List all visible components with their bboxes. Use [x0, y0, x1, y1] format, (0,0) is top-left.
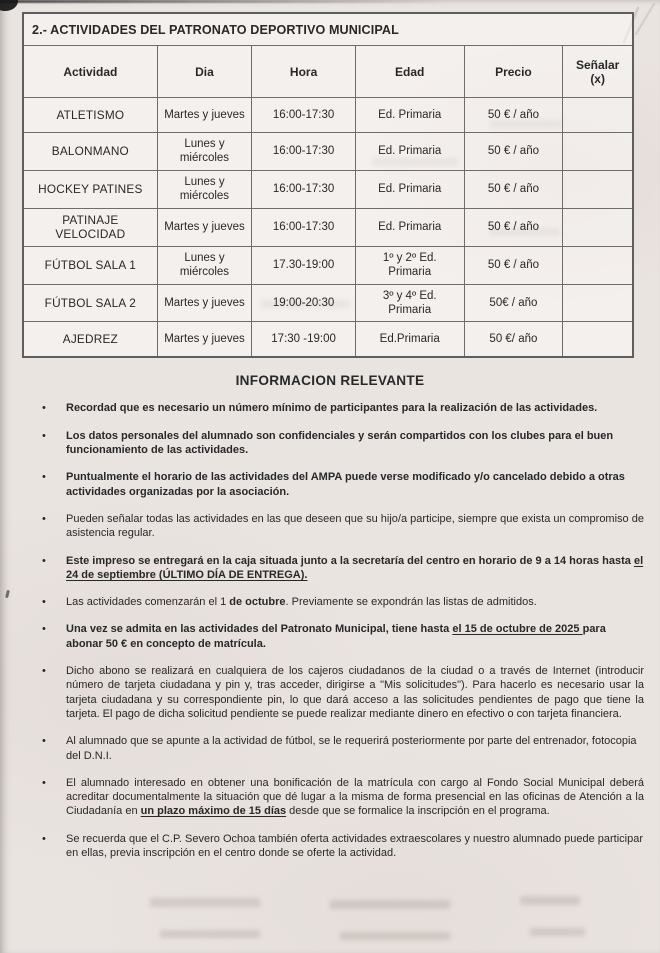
day-cell: Martes y jueves	[157, 322, 252, 358]
column-header-precio: Precio	[464, 46, 563, 98]
time-cell: 16:00-17:30	[252, 98, 356, 133]
age-cell: 1º y 2º Ed. Primaria	[355, 246, 464, 284]
bullet-text-segment: Una vez se admita en las actividades del Patronato Municipal, tiene hasta	[66, 623, 453, 636]
bullet-text-segment: Los datos personales del alumnado son confidenciales y serán compartidos con los clubes para el buen funcionamiento de las actividades.	[66, 429, 614, 457]
table-row	[23, 208, 633, 246]
senalar-cell[interactable]	[563, 322, 633, 358]
time-cell: 16:00-17:30	[252, 133, 356, 171]
info-bullet	[42, 734, 644, 763]
bullet-icon: •	[42, 402, 46, 415]
scan-corner-smudge	[0, 0, 18, 11]
column-header-hora: Hora	[252, 46, 356, 98]
bleed-through-ghost	[160, 930, 260, 938]
age-cell: Ed. Primaria	[355, 133, 464, 171]
price-cell: 50 € / año	[464, 133, 563, 171]
time-cell: 17.30-19:00	[252, 246, 356, 284]
bullet-text-segment: Dicho abono se realizará en cualquiera de los cajeros ciudadanos de la ciudad o a través de Internet (introducir número de tarjeta ciudadana y pin y, tras acceder, dirigirse a "Mis solicitudes"). Para hacerlo es necesario usar la tarjeta ciudadana y su correspondiente pin, lo que dará acceso a las solicitudes pendientes de pago que tiene la tarjeta. El pago de dicha solicitud pendiente se puede realizar mediante dinero en efectivo o con tarjeta financiera.	[66, 665, 644, 720]
info-bullet	[42, 664, 644, 721]
bullet-text-segment: El alumnado interesado en obtener una bonificación de la matrícula con cargo al Fondo Social Municipal deberá acreditar documentalmente la situación que dé lugar a la misma de forma presencial en las oficinas de Atención a la Ciudadanía en	[66, 776, 644, 818]
scan-edge-streak	[0, 0, 445, 3]
table-section-title: 2.- ACTIVIDADES DEL PATRONATO DEPORTIVO MUNICIPAL	[23, 13, 633, 46]
bullet-icon: •	[42, 832, 46, 845]
table-row	[23, 98, 633, 133]
bullet-icon: •	[42, 429, 46, 442]
bullet-text	[66, 429, 644, 458]
time-cell: 17:30 -19:00	[252, 322, 356, 358]
column-header-edad: Edad	[355, 46, 464, 98]
bullet-text-segment: desde que se formalice la inscripción en el programa.	[286, 805, 550, 818]
column-header-dia: Dia	[157, 46, 252, 98]
bullet-text-segment: Se recuerda que el C.P. Severo Ochoa también oferta actividades extraescolares y nuestro alumnado puede participar en ellas, previa inscripción en el centro donde se oferte la actividad.	[66, 832, 644, 859]
info-bullet	[42, 470, 644, 499]
info-bullet	[42, 512, 644, 541]
activity-cell: HOCKEY PATINES	[23, 170, 157, 208]
price-cell: 50 € / año	[464, 246, 563, 284]
info-bullet	[42, 429, 644, 458]
age-cell: 3º y 4º Ed. Primaria	[355, 284, 464, 322]
senalar-cell[interactable]	[563, 208, 633, 246]
bullet-text-segment: de octubre	[229, 596, 286, 609]
bleed-through-ghost	[340, 932, 450, 940]
bleed-through-ghost	[530, 928, 585, 936]
bullet-text-segment: Puntualmente el horario de las actividades del AMPA puede verse modificado y/o cancelado debido a otras actividades organizadas por la asociación.	[66, 471, 625, 498]
age-cell: Ed. Primaria	[355, 98, 464, 133]
bullet-text	[66, 595, 644, 609]
bullet-icon: •	[42, 665, 46, 678]
bullet-text	[66, 470, 644, 499]
bullet-text	[66, 401, 644, 415]
info-bullet	[42, 554, 644, 583]
time-cell: 19:00-20:30	[252, 284, 356, 322]
table-row	[23, 322, 633, 358]
activity-cell: BALONMANO	[23, 133, 157, 171]
day-cell: Lunes y miércoles	[157, 170, 252, 208]
time-cell: 16:00-17:30	[252, 208, 356, 246]
bullet-text	[66, 832, 644, 861]
info-bullet	[42, 776, 644, 819]
day-cell: Martes y jueves	[157, 284, 252, 322]
info-bullet	[42, 622, 644, 651]
bullet-text-segment: Al alumnado que se apunte a la actividad de fútbol, se le requerirá posteriormente por parte del entrenador, fotocopia del D.N.I.	[66, 735, 637, 762]
price-cell: 50 € / año	[464, 98, 563, 133]
info-bullet-list	[42, 401, 644, 860]
price-cell: 50 € / año	[464, 208, 563, 246]
bullet-text-segment: para abonar 50 € en concepto de matrícula.	[66, 623, 606, 650]
activity-cell: PATINAJE VELOCIDAD	[23, 208, 157, 246]
bullet-text	[66, 554, 644, 583]
bullet-text	[66, 734, 644, 763]
senalar-cell[interactable]	[563, 246, 633, 284]
bullet-text	[66, 622, 644, 651]
bullet-icon: •	[42, 471, 46, 484]
table-row	[23, 170, 633, 208]
bullet-text-segment: el 15 de octubre de 2025	[452, 623, 583, 636]
senalar-cell[interactable]	[563, 170, 633, 208]
activity-cell: FÚTBOL SALA 1	[23, 246, 157, 284]
age-cell: Ed. Primaria	[355, 208, 464, 246]
bullet-icon: •	[42, 596, 46, 609]
bullet-text-segment: Las actividades comenzarán el 1	[66, 596, 230, 609]
bullet-text	[66, 776, 644, 819]
bleed-through-ghost	[150, 898, 260, 907]
bleed-through-ghost	[520, 896, 580, 905]
stray-ink-mark	[5, 590, 10, 598]
age-cell: Ed. Primaria	[355, 170, 464, 208]
day-cell: Lunes y miércoles	[157, 246, 252, 284]
bullet-text-segment: un plazo máximo de 15 días	[140, 805, 287, 818]
column-header-se-alar-x: Señalar (x)	[563, 46, 633, 98]
day-cell: Martes y jueves	[157, 98, 252, 133]
age-cell: Ed.Primaria	[355, 322, 464, 358]
table-title-row	[23, 13, 633, 46]
bullet-icon: •	[42, 512, 46, 525]
senalar-cell[interactable]	[563, 284, 633, 322]
senalar-cell[interactable]	[563, 98, 633, 133]
bullet-icon: •	[42, 776, 46, 789]
bullet-text-segment: Este impreso se entregará en la caja situada junto a la secretaría del centro en horario de 9 a 14 horas hasta	[66, 554, 634, 567]
bleed-through-ghost	[330, 900, 450, 909]
table-header-row	[23, 46, 633, 98]
day-cell: Martes y jueves	[157, 208, 252, 246]
activity-cell: FÚTBOL SALA 2	[23, 284, 157, 322]
bullet-text-segment: . Previamente se expondrán las listas de admitidos.	[285, 596, 537, 609]
price-cell: 50€ / año	[464, 284, 563, 322]
price-cell: 50 €/ año	[464, 322, 563, 358]
info-bullet	[42, 401, 644, 415]
day-cell: Lunes y miércoles	[157, 133, 252, 171]
table-row	[23, 133, 633, 171]
activities-table	[22, 12, 634, 358]
bullet-text-segment: el 24 de septiembre (ÚLTIMO DÍA DE ENTREGA).	[66, 554, 644, 581]
info-section-title: INFORMACION RELEVANTE	[235, 373, 425, 389]
activity-cell: AJEDREZ	[23, 322, 157, 358]
bullet-text	[66, 664, 644, 721]
column-header-actividad: Actividad	[23, 46, 157, 98]
time-cell: 16:00-17:30	[252, 170, 356, 208]
info-bullet	[42, 832, 644, 861]
bullet-text	[66, 512, 644, 541]
bullet-icon: •	[42, 735, 46, 748]
bullet-text-segment: Pueden señalar todas las actividades en las que deseen que su hijo/a participe, siempre que exista un compromiso de asistencia regular.	[66, 512, 644, 540]
bullet-icon: •	[42, 623, 46, 636]
table-row	[23, 246, 633, 284]
price-cell: 50 € / año	[464, 170, 563, 208]
bullet-icon: •	[42, 554, 46, 567]
table-row	[23, 284, 633, 322]
senalar-cell[interactable]	[563, 133, 633, 171]
info-bullet	[42, 595, 644, 609]
bullet-text-segment: Recordad que es necesario un número mínimo de participantes para la realización de las actividades.	[66, 402, 598, 415]
activity-cell: ATLETISMO	[23, 98, 157, 133]
